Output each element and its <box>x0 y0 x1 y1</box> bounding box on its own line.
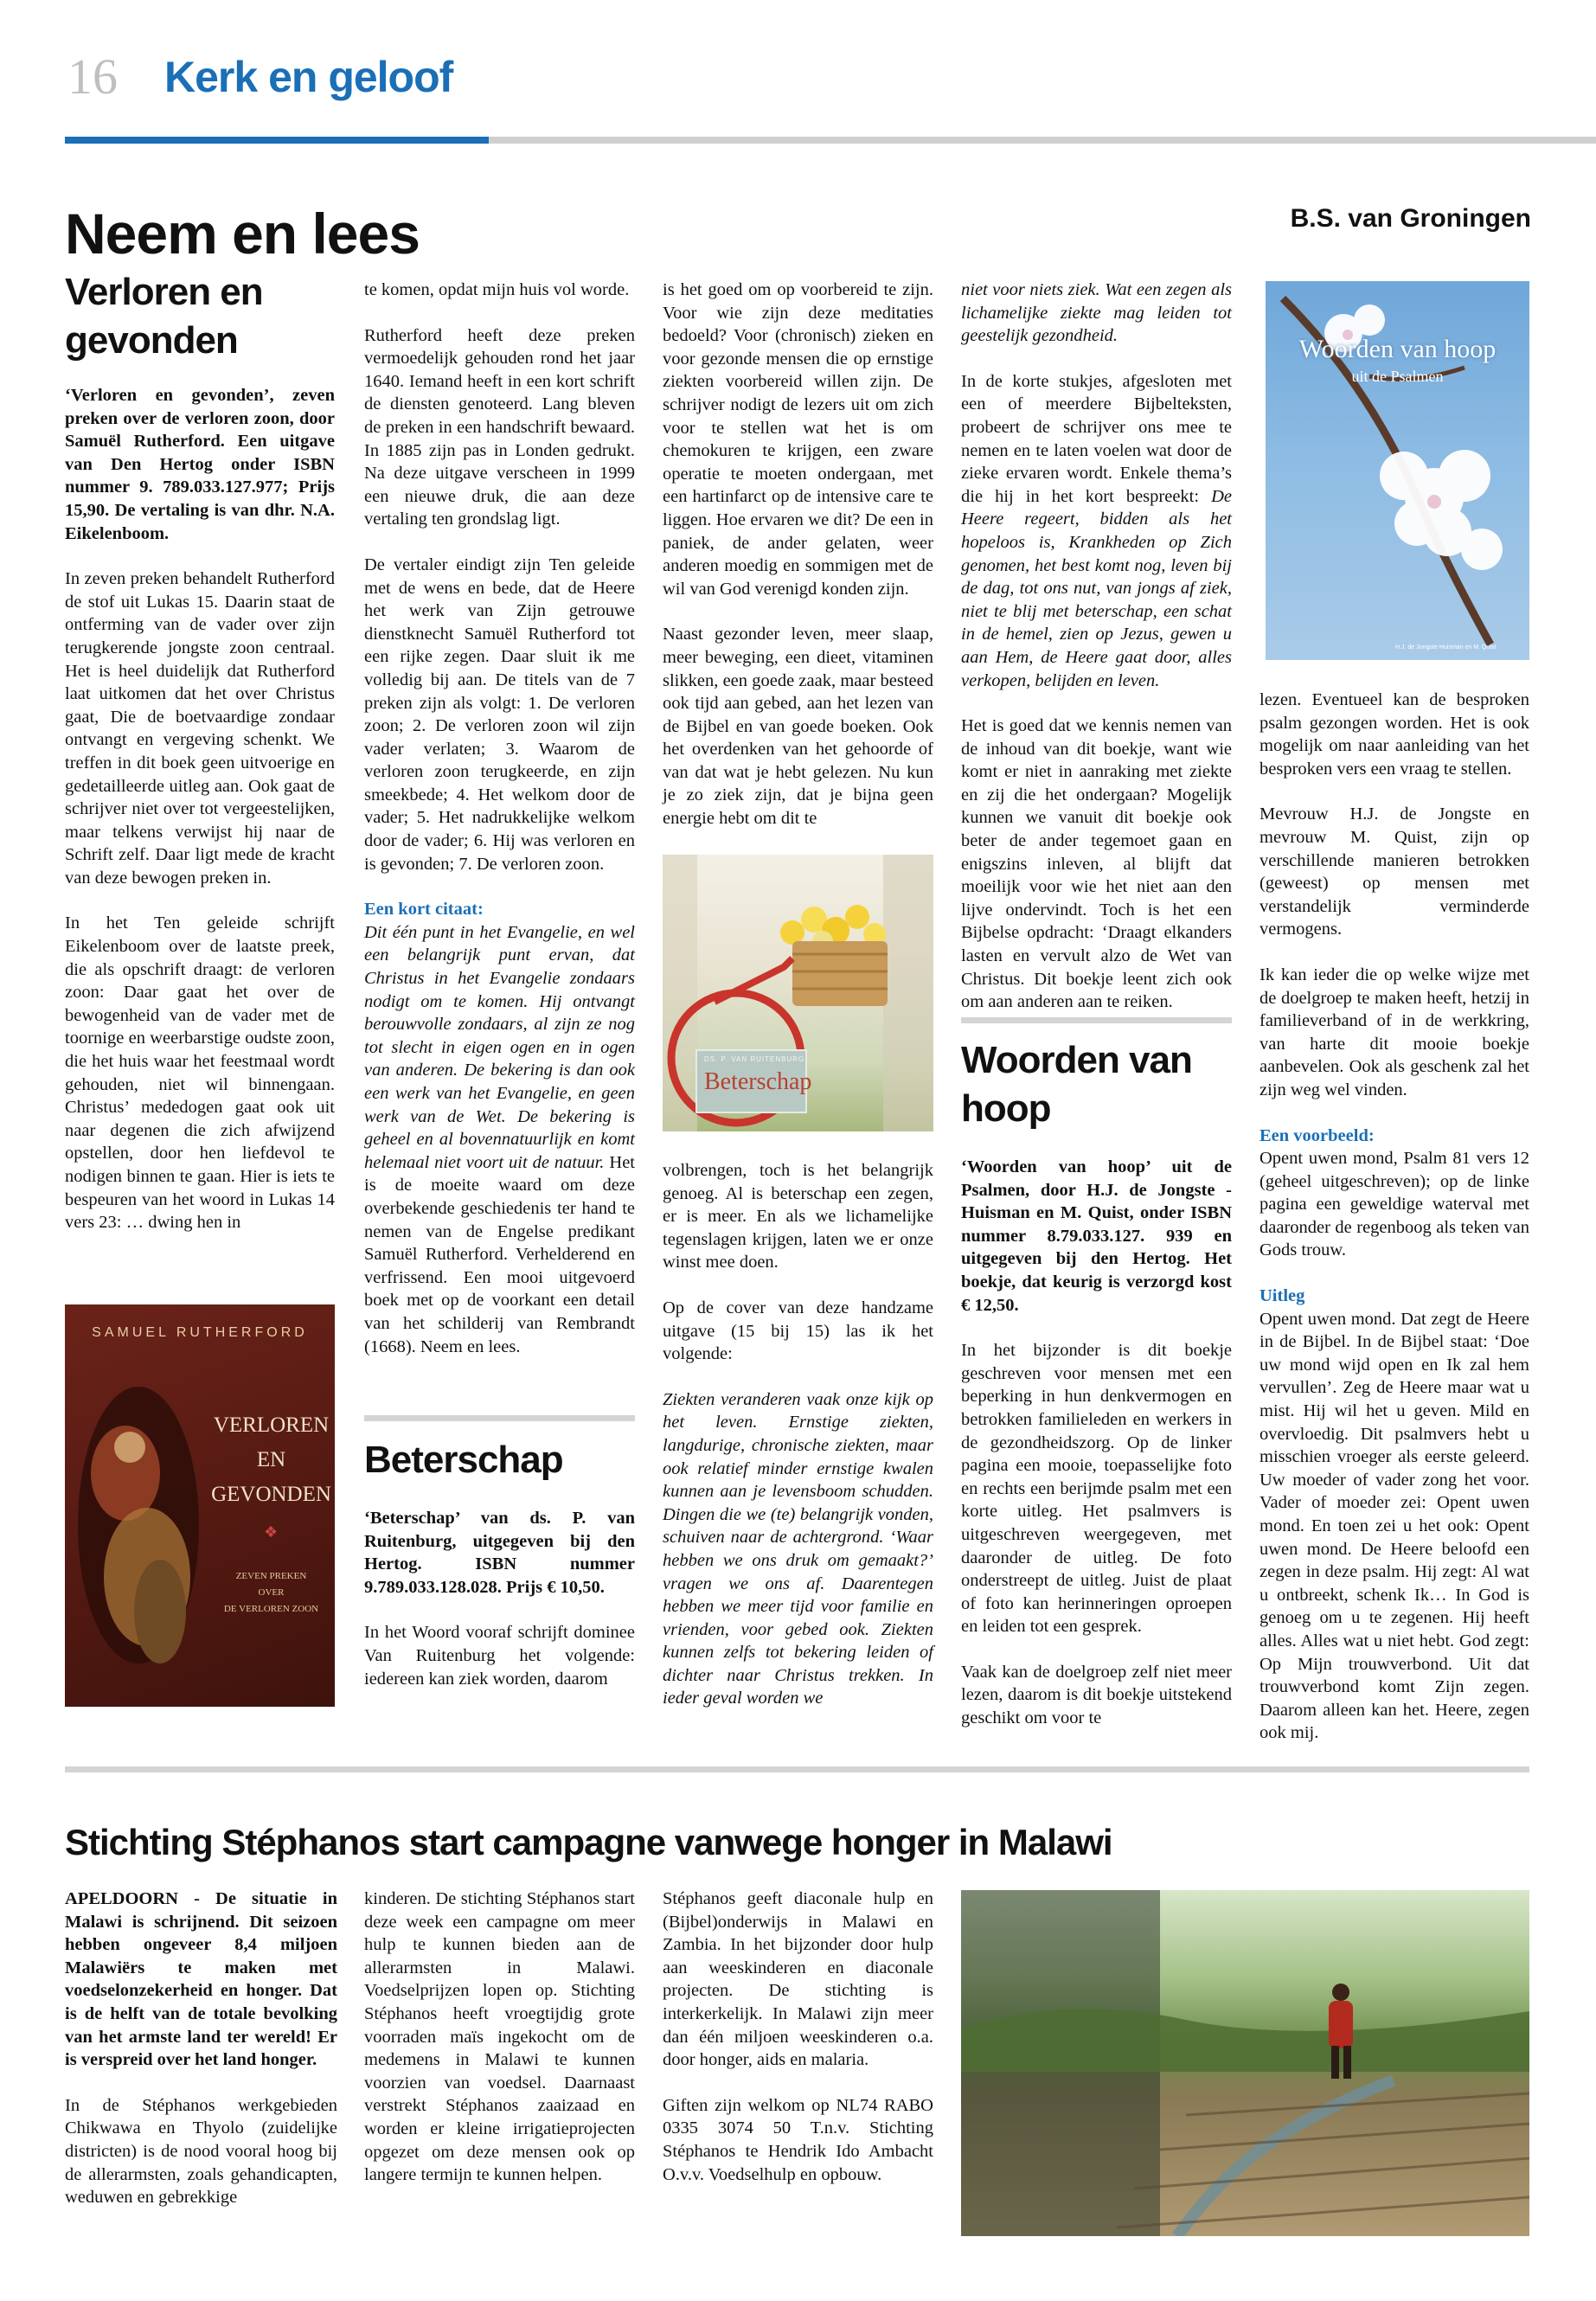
cover-footer: H.J. de Jongste-Huisman en M. Quist <box>1395 644 1497 651</box>
lead-verloren: ‘Verloren en gevonden’, zeven preken over de verloren zoon, door Samuël Rutherford. Een uitgave van Den Hertog onder ISBN nummer 9. 789.033.127.977; Prijs 15,90. De vertaling is van dhr. N.A. Eikelenboom. <box>65 386 335 543</box>
quote-verloren: Dit één punt in het Evangelie, en wel een belangrijk punt ervan, dat Christus in het Evangelie zondaars nodigt om te komen. Hij ontvangt berouwvolle zondaars, al zijn ze nog tot slecht in eigen ogen en in ogen van anderen. De bekering is dan ook een werk van het Evangelie, en geen werk van de Wet. De bekering is geheel en al bovennatuurlijk en komt helemaal niet voort uit de natuur. <box>364 922 635 1172</box>
paragraph: volbrengen, toch is het belangrijk genoeg. Al is beterschap een zegen, er is meer. En als we lichamelijke tegenslagen krijgen, laten we er onze winst mee doen. <box>663 1161 933 1272</box>
paragraph: Naast gezonder leven, meer slaap, meer beweging, een dieet, vitaminen slikken, een goede zaak, maar besteed ook tijd aan gebed, aan het lezen van de Bijbel en van goede boeken. Ook het overdenken van het gehoorde of van dat wat je hebt gelezen. Nu kun je zo ziek zijn, dat je bijna geen energie hebt om dit te <box>663 625 933 829</box>
cover-ornament-icon: ❖ <box>264 1523 279 1541</box>
separator <box>961 1017 1232 1023</box>
column-1 <box>65 268 335 1257</box>
field-worker-icon <box>961 1890 1529 2236</box>
paragraph: In het Woord vooraf schrijft dominee Van Ruitenburg het volgende: iedereen kan ziek worden, daarom <box>364 1623 635 1689</box>
column-3 <box>663 279 933 853</box>
paragraph: Stéphanos geeft diaconale hulp en (Bijbel)onderwijs in Malawi en Zambia. In het bijzonder door hulp aan weeskinderen en diaconale projecten. De stichting is interkerkelijk. In Malawi zijn meer dan één miljoen weeskinderen o.a. door honger, aids en malaria. <box>663 1889 933 2070</box>
book-cover-beterschap <box>663 855 933 1131</box>
column-3-lower <box>663 1159 933 1733</box>
column-2-lower <box>364 1436 635 1713</box>
book-cover-verloren <box>65 1304 335 1707</box>
cover-series: DS. P. VAN RUITENBURG <box>704 1055 805 1063</box>
page-number: 16 <box>67 48 118 105</box>
paragraph: Vaak kan de doelgroep zelf niet meer lezen, daarom is dit boekje uitstekend geschikt om voor te <box>961 1662 1232 1728</box>
paragraph: In de Stéphanos werkgebieden Chikwawa en Thyolo (zuidelijke districten) is de nood vooral hoog bij de allerarmsten, zoals gehandicapten, weduwen en gebrekkige <box>65 2095 337 2208</box>
paragraph: Giften zijn welkom op NL74 RABO 0335 3074 50 T.n.v. Stichting Stéphanos te Hendrik Ido Ambacht O.v.v. Voedselhulp en opbouw. <box>663 2095 933 2184</box>
paragraph: De vertaler eindigt zijn Ten geleide met de wens en bede, dat de Heere het werk van Zijn getrouwe dienstknecht Samuël Rutherford tot een rijke zegen. Daar sluit ik me volledig bij aan. De titels van de 7 preken zijn als volgt: 1. De verloren zoon; 2. De verloren zoon wil zijn vader verlaten; 3. Waarom de verloren zoon terugkeerde, en zijn smeekbede; 4. Het welkom door de vader; 5. Het nadrukkelijke welkom door de vader; 6. Hij was verloren en is gevonden; 7. De verloren zoon. <box>364 554 635 874</box>
column-5 <box>1259 689 1529 1767</box>
themes-list: De Heere regeert, bidden als het hopeloos is, Krankheden op Zich genomen, het best komt nog, leven bij de dag, tot ons nut, van jongs af ziek, niet te blij met beterschap, een schat in de hemel, zien op Jezus, gewen u aan Hem, de Heere gaat door, alles verkopen, belijden en leven. <box>961 486 1232 690</box>
paragraph: Het is de moeite waard om deze overbekende geschiedenis ter hand te nemen van de Engelse predikant Samuël Rutherford. Verhelderend en verfrissend. Een mooi uitgevoerd boek met op de voorkant een detail van het schilderij van Rembrandt (1668). Neem en lees. <box>364 1152 635 1356</box>
header-rule <box>489 137 1596 144</box>
column-4-lower <box>961 1036 1232 1753</box>
book-cover-woorden <box>1266 281 1529 660</box>
paragraph: Rutherford heeft deze preken vermoedelijk gehouden rond het jaar 1640. Iemand heeft in een kort schrift de diensten genoteerd. Lang bleven de preken in een handschrift bewaard. In 1885 zijn pas in Londen gedrukt. Na deze uitgave verscheen in 1999 een nieuwe druk, die aan deze vertaling ten grondslag ligt. <box>364 325 635 529</box>
article-title: Neem en lees <box>65 202 420 266</box>
paragraph: is het goed om op voorbereid te zijn. Voor wie zijn deze meditaties bedoeld? Voor (chronisch) zieken en voor gezonde mensen die op ernstige ziekten voorbereid willen zijn. De schrijver nodigt de lezers uit om zich voor te stellen wat het is om chemokuren te krijgen, een zware operatie te moeten ondergaan, met een hartinfarct op de intensive care te liggen. Hoe ervaren we dit? De een in paniek, de ander gelaten, weer anderen moedig en sommigen met de wil van God verenigd konden zijn. <box>663 280 933 599</box>
header-rule-accent <box>65 137 489 144</box>
column-2 <box>364 279 635 1358</box>
quote-beterschap-end: niet voor niets ziek. Wat een zegen als lichamelijke ziekte mag leiden tot geestelijk gezondheid. <box>961 280 1232 346</box>
article2-column-3 <box>663 1888 933 2208</box>
paragraph: Ik kan ieder die op welke wijze met de doelgroep te maken heeft, hetzij in familieverband of in de werkkring, van harte dit mooie boekje aanbevelen. Ook als geschenk zal het zijn weg wel vinden. <box>1259 965 1529 1099</box>
example-label: Een voorbeeld: <box>1259 1125 1375 1145</box>
paragraph: Opent uwen mond, Psalm 81 vers 12 (geheel uitgeschreven); op de linke pagina een geweldige waterval met daaronder de regenboog als teken van Gods trouw. <box>1259 1149 1529 1260</box>
cover-title: Beterschap <box>704 1068 812 1095</box>
cover-subtitle: uit de Psalmen <box>1351 368 1444 385</box>
paragraph: In het Ten geleide schrijft Eikelenboom over de laatste preek, die als opschrift draagt: de verloren zoon: Daar gaat het over de bewogenheid van de vader met de toornige en weerbarstige oudste zoon, die het huis waar het feestmaal wordt gehouden, niet wil binnengaan. Christus’ mededogen gaat ook uit naar degenen die zich afwijzend opstellen, door hen liefdevol te nodigen binnen te gaan. Hier is iets te bespeuren van het woord in Lukas 14 vers 23: … dwing hen in <box>65 913 335 1233</box>
painting-icon <box>65 1352 208 1707</box>
quote-beterschap: Ziekten veranderen vaak onze kijk op het leven. Ernstige ziekten, langdurige, chronische ziekten, maar ook relatief minder ernstige kwalen kunnen aan je levensboom schudden. Dingen die we (te) belangrijk vonden, schuiven naar de achtergrond. ‘Waar hebben we ons druk om gemaakt?’ vragen we ons af. Daarentegen hebben we meer tijd voor familie en vrienden, voor gebed ook. Ziekten kunnen zelfs tot bekering leiden of dichter naar Christus trekken. In ieder geval worden we <box>663 1389 933 1708</box>
column-4 <box>961 279 1232 1036</box>
paragraph <box>961 370 1232 692</box>
paragraph: In het bijzonder is dit boekje geschreven voor mensen met een beperking in hun denkvermogen en betrokken familieleden en werkers in de gezondheidszorg. Op de linker pagina een mooie, toepasselijke foto en rechts een berijmde psalm met een korte uitleg. Het psalmvers is uitgeschreven weergegeven, met daaronder de uitleg. De foto onderstreept de uitleg. Juist de plaat of foto kan herinneringen oproepen en leiden tot een gesprek. <box>961 1341 1232 1637</box>
cover-subtitle-line: DE VERLOREN ZOON <box>223 1604 319 1614</box>
section-title: Kerk en geloof <box>164 53 453 101</box>
quote-label: Een kort citaat: <box>364 900 484 920</box>
subheading-woorden: Woorden van hoop <box>961 1039 1192 1130</box>
paragraph: lezen. Eventueel kan de besproken psalm gezongen worden. Het is ook mogelijk om naar aanleiding van het besproken vers een vraag te stellen. <box>1259 690 1529 779</box>
paragraph: te komen, opdat mijn huis vol worde. <box>364 280 630 299</box>
paragraph: kinderen. De stichting Stéphanos start deze week een campagne om meer hulp te kunnen bieden aan de allerarmsten in Malawi. Voedselprijzen lopen op. Stichting Stéphanos heeft vroegtijdig grote voorraden maïs ingekocht om de medemens in Malawi te kunnen voorzien van voedsel. Daarnaast verstrekt Stéphanos zaaizaad en worden er kleine irrigatieprojecten opgezet om deze mensen ook op langere termijn te kunnen helpen. <box>364 1889 635 2185</box>
uitleg-label: Uitleg <box>1259 1286 1305 1306</box>
cover-title: Woorden van hoop <box>1298 335 1497 363</box>
cover-title-line: GEVONDEN <box>211 1483 331 1506</box>
cover-subtitle-line: OVER <box>258 1587 285 1598</box>
malawi-photo <box>961 1890 1529 2236</box>
paragraph: In zeven preken behandelt Rutherford de stof uit Lukas 15. Daarin staat de ontferming van de vader over zijn terugkerende jongste zoon centraal. Het is heel duidelijk dat Rutherford laat uitkomen dat het over Christus gaat, Die de boetvaardige zondaar ontvangt en vergeving schenkt. We treffen in dit boek geen uitvoerige en gedetailleerde uitleg aan. Ook gaat de schrijver niet over tot vergeestelijken, maar telkens verwijst hij naar de Schrift zelf. Daar ligt mede de kracht van deze bewogen preken in. <box>65 569 335 888</box>
article2-title: Stichting Stéphanos start campagne vanwege honger in Malawi <box>65 1822 1112 1862</box>
cover-title-line: EN <box>256 1448 286 1471</box>
cover-author: SAMUEL RUTHERFORD <box>92 1325 308 1340</box>
lead-malawi: APELDOORN - De situatie in Malawi is schrijnend. Dit seizoen hebben ongeveer 8,4 miljoen Malawiërs te maken met voedselonzekerheid en honger. Dat is de helft van de totale bevolking van het armste land ter wereld! Er is verspreid over het land honger. <box>65 1889 337 2070</box>
lead-beterschap: ‘Beterschap’ van ds. P. van Ruitenburg, uitgegeven bij den Hertog. ISBN nummer 9.789.033.128.028. Prijs € 10,50. <box>364 1509 635 1597</box>
paragraph-text: In de korte stukjes, afgesloten met een of meerdere Bijbelteksten, probeert de schrijver ons mee te nemen en te laten voelen wat door de zieke ervaren wordt. Enkele thema’s die hij in het kort bespreekt: <box>961 371 1232 506</box>
paragraph: Mevrouw H.J. de Jongste en mevrouw M. Quist, zijn op verschillende manieren betrokken (geweest) op mensen met verstandelijk verminderde vermogens. <box>1259 804 1529 939</box>
separator <box>364 1415 635 1421</box>
paragraph: Op de cover van deze handzame uitgave (15 bij 15) las ik het volgende: <box>663 1298 933 1364</box>
subheading-beterschap: Beterschap <box>364 1439 563 1481</box>
article-divider <box>65 1766 1529 1772</box>
subheading-verloren: Verloren en gevonden <box>65 271 263 362</box>
cover-subtitle-line: ZEVEN PREKEN <box>235 1571 307 1581</box>
article2-column-1 <box>65 1888 337 2232</box>
paragraph: Opent uwen mond. Dat zegt de Heere in de Bijbel. In de Bijbel staat: ‘Doe uw mond wijd open en Ik zal hem vervullen’. Zeg de Heere maar wat u mist. Hij wil het u geven. Mild en overvloedig. Dit psalmvers hebt u misschien vroeger als eerste geleerd. Uw moeder of vader zong het voor. Vader of moeder zei: Opent uwen mond. En toen zei u het ook: Opent uwen mond. De Heere beloofd een zegen in deze psalm. Hij zegt: Al wat u ontbreekt, schenk Ik… In God is genoeg om u te zegenen. Hij heeft alles. Alles wat u niet hebt. God zegt: Op Mijn trouwverbond. Uit dat trouwverbond komt Zijn zegen. Daarom alleen kan het. Heere, zegen ook mij. <box>1259 1309 1529 1743</box>
article2-column-2 <box>364 1888 635 2209</box>
paragraph: Het is goed dat we kennis nemen van de inhoud van dit boekje, want wie komt er niet in aanraking met ziekte en zij die het ondergaan? Mogelijk kunnen we vanuit dit boekje ook beter de ander tegemoet gaan en enigszins inleven, al blijft dat moeilijk voor wie het niet aan den lijve ondervindt. Toch is het een Bijbelse opdracht: ‘Draagt elkanders lasten en vervult alzo de Wet van Christus. Dit boekje leent zich ook om aan anderen aan te reiken. <box>961 716 1232 1012</box>
article-author: B.S. van Groningen <box>1290 204 1531 233</box>
lead-woorden: ‘Woorden van hoop’ uit de Psalmen, door H.J. de Jongste - Huisman en M. Quist, onder ISBN nummer 8.79.033.127. 939 en uitgegeven bij den Hertog. Het boekje, dat keurig is verzorgd kost € 12,50. <box>961 1157 1232 1315</box>
cover-title-line: VERLOREN <box>213 1413 330 1437</box>
